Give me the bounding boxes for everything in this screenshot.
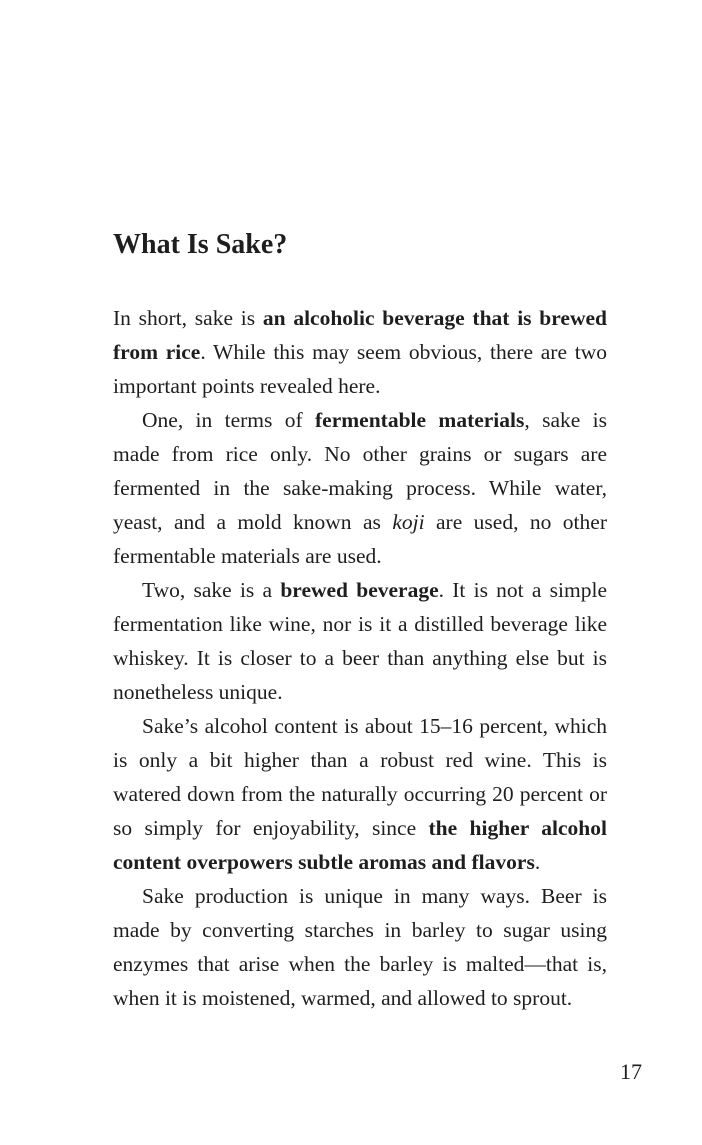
page-title: What Is Sake? (113, 229, 288, 260)
paragraph: In short, sake is an alcoholic beverage that is brewed from rice. While this may seem obvious, there are two important points revealed here. (113, 306, 607, 398)
paragraph: One, in terms of fermentable materials, sake is made from rice only. No other grains or sugars are fermented in the sake-making process. While water, yeast, and a mold known as koji are used, no other fermentable materials are used. (113, 408, 607, 568)
body-text (113, 301, 607, 1015)
page-number: 17 (620, 1059, 642, 1084)
paragraph: Sake production is unique in many ways. Beer is made by converting starches in barley to sugar using enzymes that arise when the barley is malted—that is, when it is moistened, warmed, and allowed to sprout. (113, 884, 607, 1010)
paragraph: Sake’s alcohol content is about 15–16 percent, which is only a bit higher than a robust red wine. This is watered down from the naturally occurring 20 percent or so simply for enjoyability, since the higher alcohol content overpowers subtle aromas and flavors. (113, 714, 607, 874)
paragraph: Two, sake is a brewed beverage. It is not a simple fermentation like wine, nor is it a distilled beverage like whiskey. It is closer to a beer than anything else but is nonetheless unique. (113, 578, 607, 704)
